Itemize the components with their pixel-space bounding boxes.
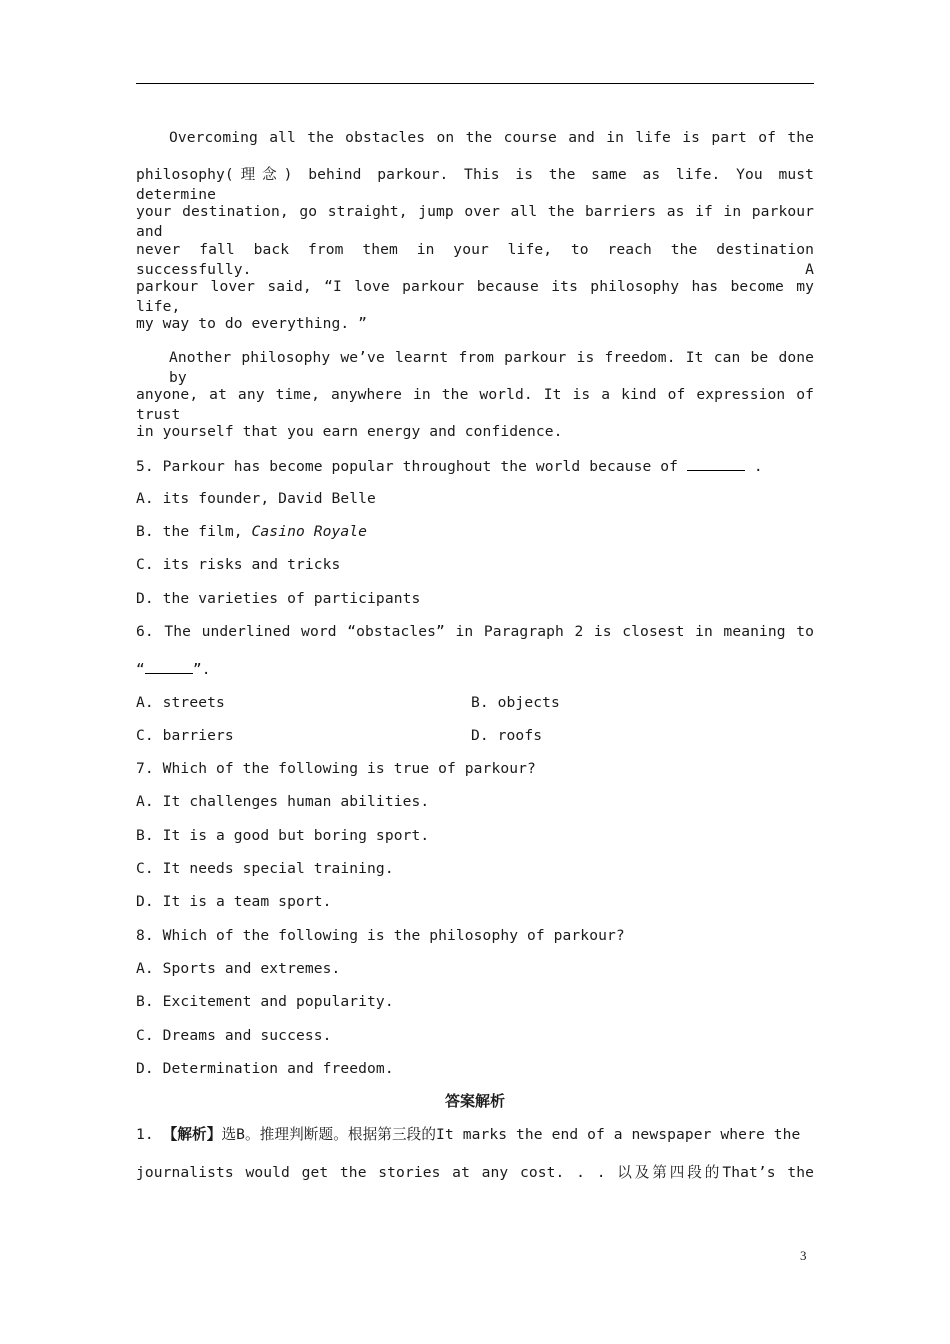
question-7-option-d: D. It is a team sport.: [136, 893, 332, 910]
question-6-option-a: A. streets: [136, 694, 225, 711]
answer-blank: [687, 456, 745, 471]
passage-line: parkour lover said, “I love parkour because its philosophy has become my life,: [136, 278, 814, 315]
passage-line: philosophy(理念) behind parkour. This is the same as life. You must determine: [136, 166, 814, 203]
question-8-option-a: A. Sports and extremes.: [136, 960, 341, 977]
passage-line: Another philosophy we’ve learnt from parkour is freedom. It can be done by: [169, 349, 814, 386]
question-8-stem: 8. Which of the following is the philosophy of parkour?: [136, 927, 625, 944]
question-5-option-c: C. its risks and tricks: [136, 556, 341, 573]
question-stem-text: 5. Parkour has become popular throughout the world because of: [136, 458, 679, 475]
question-6-option-c: C. barriers: [136, 727, 234, 744]
header-rule: [136, 83, 814, 84]
film-title: Casino Royale: [251, 523, 368, 540]
question-5-stem: [136, 456, 814, 477]
question-6-option-d: D. roofs: [471, 727, 543, 744]
question-6-stem-blank: [136, 659, 814, 680]
question-6-stem: 6. The underlined word “obstacles” in Paragraph 2 is closest in meaning to: [136, 623, 814, 640]
answer-1-line-2: journalists would get the stories at any cost. . . 以及第四段的That’s the: [136, 1164, 814, 1181]
answer-blank: [145, 659, 193, 674]
close-quote: ”.: [192, 661, 211, 678]
question-7-option-c: C. It needs special training.: [136, 860, 394, 877]
answer-text: 选B。推理判断题。根据第三段的It marks the end of a newspaper where the: [221, 1126, 801, 1143]
question-5-option-a: A. its founder, David Belle: [136, 490, 376, 507]
question-7-option-b: B. It is a good but boring sport.: [136, 827, 430, 844]
question-7-stem: 7. Which of the following is true of parkour?: [136, 760, 536, 777]
page-number: 3: [800, 1248, 807, 1263]
question-5-option-d: D. the varieties of participants: [136, 590, 421, 607]
answer-1-line: [136, 1125, 814, 1145]
question-8-option-b: B. Excitement and popularity.: [136, 993, 394, 1010]
open-quote: “: [136, 661, 145, 678]
question-6-options-row-1: [136, 693, 814, 713]
question-6-option-b: B. objects: [471, 694, 560, 711]
passage-line: anyone, at any time, anywhere in the world. It is a kind of expression of trust: [136, 386, 814, 423]
option-text: B. the film,: [136, 523, 243, 540]
question-5-option-b: [136, 522, 814, 542]
passage-line: Overcoming all the obstacles on the course and in life is part of the: [169, 129, 814, 146]
passage-line: my way to do everything. ”: [136, 315, 368, 332]
passage-line: your destination, go straight, jump over all the barriers as if in parkour and: [136, 203, 814, 240]
passage-line: in yourself that you earn energy and confidence.: [136, 423, 563, 440]
question-8-option-d: D. Determination and freedom.: [136, 1060, 394, 1077]
question-8-option-c: C. Dreams and success.: [136, 1027, 332, 1044]
question-7-option-a: A. It challenges human abilities.: [136, 793, 430, 810]
question-6-options-row-2: [136, 726, 814, 746]
answer-number: 1.: [136, 1126, 163, 1143]
question-stem-end: .: [753, 458, 763, 475]
answers-heading: 答案解析: [444, 1092, 505, 1110]
analysis-tag: 【解析】: [162, 1126, 222, 1143]
passage-line: never fall back from them in your life, to reach the destination successfully. A: [136, 241, 814, 278]
